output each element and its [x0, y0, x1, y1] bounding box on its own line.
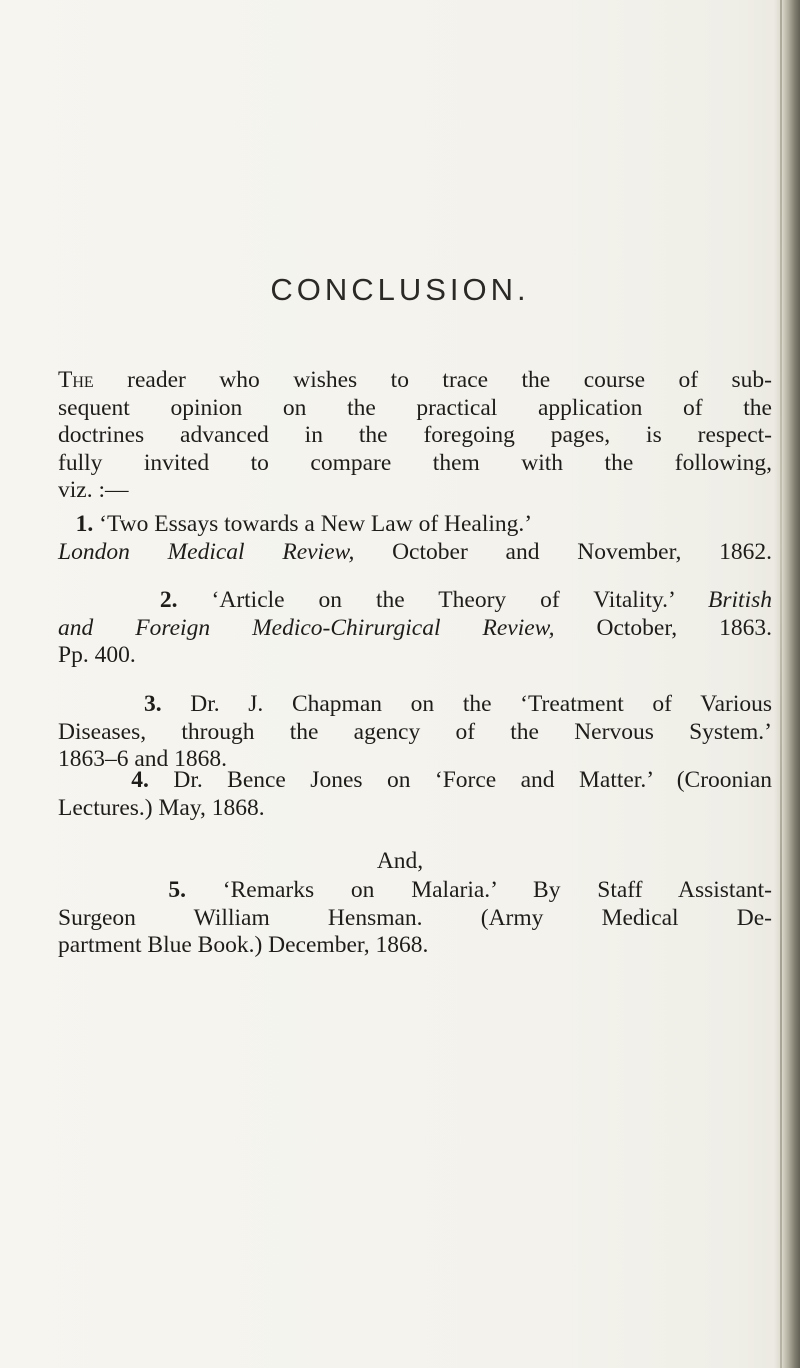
item-5-line-1-text: ‘Remarks on Malaria.’ By Staff Assistant- [186, 877, 773, 903]
item-1-line-1-text: ‘Two Essays towards a New Law of Healing.’ [93, 511, 533, 537]
intro-line-1 [58, 367, 772, 395]
item-2-line-2 [58, 615, 772, 643]
page-title: CONCLUSION. [270, 272, 530, 307]
reference-item-5 [58, 877, 772, 960]
item-2-line-1 [58, 587, 772, 615]
item-3-line-3: 1863–6 and 1868. [58, 746, 228, 772]
item-3-line-1 [58, 691, 772, 719]
intro-line-1-text: reader who wishes to trace the course of sub- [93, 367, 772, 393]
item-2-line-1-text: ‘Article on the Theory of Vitality.’ [177, 587, 709, 613]
intro-lead-word: The [58, 367, 94, 393]
item-1-journal: London Medical Review, [58, 538, 355, 565]
page-edge-line [780, 0, 782, 1368]
item-1-line-2 [58, 539, 772, 567]
reference-item-2 [58, 587, 772, 670]
item-2-number: 2. [159, 587, 178, 613]
item-4-line-1-text: Dr. Bence Jones on ‘Force and Matter.’ (Croonian [148, 767, 773, 793]
item-1-number: 1. [75, 511, 94, 537]
page-gutter-shadow [774, 0, 800, 1368]
reference-item-1 [58, 511, 772, 566]
intro-line-2: sequent opinion on the practical application of the [58, 394, 772, 421]
item-5-line-2: Surgeon William Hensman. (Army Medical De- [58, 904, 772, 931]
reference-item-3 [58, 691, 772, 774]
item-1-line-1 [58, 511, 772, 539]
item-5-number: 5. [168, 877, 186, 903]
intro-paragraph [58, 367, 772, 505]
item-3-number: 3. [143, 691, 162, 717]
item-4-number: 4. [131, 767, 149, 793]
item-4-line-2: Lectures.) May, 1868. [58, 794, 265, 821]
reference-item-4 [58, 767, 772, 822]
and-connector: And, [376, 848, 424, 874]
item-3-line-1-text: Dr. J. Chapman on the ‘Treatment of Various [161, 691, 772, 717]
item-3-line-2: Diseases, through the agency of the Nervous System.’ [58, 718, 772, 745]
item-2-journal-rest: and Foreign Medico-Chirurgical Review, [58, 614, 555, 641]
item-2-line-3: Pp. 400. [58, 642, 136, 668]
item-2-journal-start: British [708, 587, 773, 613]
intro-line-4: fully invited to compare them with the following, [58, 449, 772, 476]
item-5-line-1 [58, 877, 772, 905]
intro-line-3: doctrines advanced in the foregoing pages, is respect- [58, 422, 772, 448]
item-1-date: October and November, 1862. [354, 538, 772, 565]
intro-line-5: viz. :— [58, 477, 129, 503]
item-5-line-3: partment Blue Book.) December, 1868. [58, 932, 429, 958]
item-4-line-1 [58, 767, 772, 795]
item-2-date: October, 1863. [554, 614, 772, 641]
